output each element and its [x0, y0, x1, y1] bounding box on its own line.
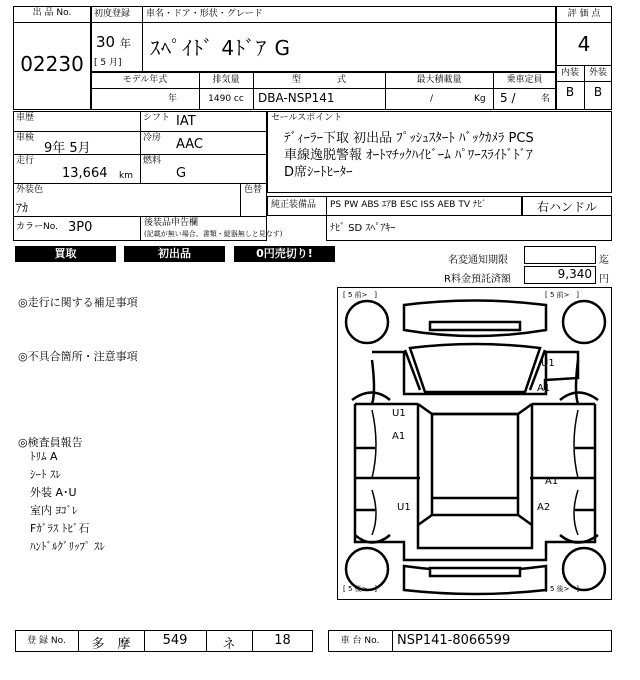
- mileage-value: 13,664: [62, 166, 108, 181]
- tire-bracket: ]: [576, 291, 579, 299]
- capacity-unit: 名: [541, 94, 551, 104]
- wheel-fr: [563, 301, 605, 343]
- wheel-rr: [563, 548, 605, 590]
- driving-notes-label: ◎走行に関する補足事項: [18, 296, 138, 309]
- score-label: 評 価 点: [567, 9, 601, 19]
- tire-label-fr: [ 5 前> ]: [545, 291, 579, 299]
- recycle-label: R料金預託済額: [444, 274, 511, 285]
- sales-point-line-1: ﾃﾞｨｰﾗｰ下取 初出品 ﾌﾟｯｼｭｽﾀｰﾄ ﾊﾞｯｸｶﾒﾗ PCS: [284, 131, 534, 146]
- exterior-label: 外装: [588, 68, 607, 78]
- hood: [410, 344, 540, 392]
- score-value: 4: [577, 32, 591, 56]
- type-label: 型 式: [291, 75, 346, 85]
- tire-label-rr: [ 5 後> ]: [545, 585, 579, 593]
- tire-bracket: ]: [374, 291, 377, 299]
- sales-points-label: セールスポイント: [271, 113, 343, 123]
- tire-bracket: ]: [576, 585, 579, 593]
- defects-label: ◎不具合箇所・注意事項: [18, 350, 138, 363]
- aftermarket-label: 後装品申告欄: [144, 218, 199, 228]
- color-no-label: カラーNo.: [16, 222, 58, 232]
- recycle-unit: 円: [599, 274, 609, 285]
- name-change-unit: 迄: [599, 255, 609, 266]
- fuel-label: 燃料: [143, 156, 162, 166]
- max-load-label: 最大積載量: [416, 75, 462, 85]
- handle-value: 右ハンドル: [536, 200, 597, 214]
- displacement-value: 1490 cc: [208, 94, 244, 104]
- ac-label: 冷房: [143, 133, 162, 143]
- side-right: [578, 404, 595, 542]
- ext-color-value: ｱｶ: [16, 201, 29, 215]
- lot-number: 02230: [20, 52, 84, 76]
- reg-kana: ネ: [222, 637, 236, 652]
- model-name-label: 車名・ドア・形状・グレード: [146, 9, 263, 19]
- model-name: ｽﾍﾟｲﾄﾞ 4ﾄﾞｱ G: [150, 36, 291, 60]
- badge-zero-yen: 0円売切り!: [234, 246, 335, 262]
- aftermarket-note: (記載が無い場合、書類・縦器無しと見なす): [144, 230, 283, 238]
- chassis-value: NSP141-8066599: [397, 633, 511, 648]
- capacity-value: 5 /: [500, 91, 516, 105]
- fuel-value: G: [176, 166, 187, 181]
- ext-color-label: 外装色: [16, 185, 44, 195]
- recycle-value: 9,340: [557, 267, 592, 281]
- fender-fl: [372, 360, 374, 404]
- model-year-value: 年: [167, 94, 177, 104]
- capacity-label: 乗車定員: [506, 75, 543, 85]
- rear-plate: [430, 568, 520, 576]
- damage-mark-u1-front-right: U1: [541, 358, 555, 369]
- color-change-label: 色替: [244, 185, 263, 195]
- inspector-item: 外装 A･U: [30, 486, 77, 499]
- model-year-label: モデル年式: [122, 75, 168, 85]
- inspector-item: ﾄﾘﾑ A: [30, 450, 58, 463]
- max-load-unit: Kg: [474, 94, 486, 104]
- inspector-item: ｼｰﾄ ｽﾚ: [30, 468, 61, 481]
- shift-label: シフト: [143, 113, 171, 123]
- shift-value: IAT: [176, 114, 196, 129]
- reg-area: 多 摩: [91, 637, 131, 652]
- tire-depth: [ 5: [343, 291, 355, 299]
- tire-depth: [ 5: [545, 585, 557, 593]
- chassis-label: 車 台 No.: [340, 636, 380, 646]
- genuine-label: 純正装備品: [271, 200, 317, 210]
- roof: [432, 414, 518, 498]
- exterior-grade: B: [593, 85, 603, 99]
- lot-label: 出 品 No.: [32, 8, 72, 18]
- tire-depth: [ 5: [545, 291, 557, 299]
- interior-label: 内装: [560, 68, 579, 78]
- type-value: DBA-NSP141: [258, 91, 335, 105]
- genuine-value: PS PW ABS ｴｱB ESC ISS AEB TV ﾅﾋﾞ: [330, 200, 487, 210]
- sales-point-line-2: 車線逸脱警報 ｵｰﾄﾏﾁｯｸﾊｲﾋﾞｰﾑ ﾊﾟﾜｰｽﾗｲﾄﾞﾄﾞｱ: [284, 148, 533, 163]
- inspector-item: Fｶﾞﾗｽ ﾄﾋﾞ石: [30, 522, 90, 535]
- rear-window: [418, 515, 532, 525]
- front-grille: [430, 322, 520, 330]
- inspection-value: 9年 5月: [44, 141, 91, 156]
- damage-mark-u1-left-rear: U1: [397, 502, 411, 513]
- damage-mark-a2-right-rear: A2: [537, 502, 551, 513]
- name-change-label: 名変通知期限: [448, 255, 508, 266]
- rear-body: [372, 542, 578, 560]
- windshield: [418, 404, 532, 414]
- badge-first-listing: 初出品: [124, 246, 225, 262]
- wheel-rl: [346, 548, 388, 590]
- fender-fr: [576, 360, 578, 404]
- interior-grade: B: [565, 85, 575, 99]
- inspector-label: ◎検査員報告: [18, 436, 83, 449]
- year-unit: 年: [119, 37, 131, 50]
- chassis-div: [392, 630, 393, 652]
- reg-number: 18: [274, 633, 291, 648]
- inspector-item: 室内 ﾖｺﾞﾚ: [30, 504, 78, 517]
- mileage-unit: km: [119, 171, 133, 181]
- damage-mark-a1-front-right: A1: [537, 383, 551, 394]
- badge-kaitori: 買取: [15, 246, 116, 262]
- sales-point-line-3: D席ｼｰﾄﾋｰﾀｰ: [284, 165, 353, 180]
- inspector-item: ﾊﾝﾄﾞﾙｸﾞﾘｯﾌﾟ ｽﾚ: [30, 540, 105, 553]
- ac-value: AAC: [176, 137, 203, 152]
- tire-bracket: ]: [374, 585, 377, 593]
- reg-label: 登 録 No.: [27, 636, 66, 646]
- tire-label-rl: [ 5 後> ]: [343, 585, 377, 593]
- damage-mark-a1-left-front: A1: [392, 431, 406, 442]
- tire-label-fl: [ 5 前> ]: [343, 291, 377, 299]
- options-value: ﾅﾋﾞ SD ｽﾍﾟｱｷｰ: [330, 223, 396, 234]
- first-reg-month: [ 5 月]: [94, 58, 122, 68]
- year-value: 30: [96, 33, 116, 51]
- side-left: [355, 404, 372, 542]
- wheel-fl: [346, 301, 388, 343]
- mileage-label: 走行: [16, 156, 35, 166]
- displacement-label: 排気量: [212, 75, 240, 85]
- inspection-label: 車検: [16, 133, 35, 143]
- tire-depth: [ 5: [343, 585, 355, 593]
- damage-mark-a1-right-side: A1: [545, 476, 559, 487]
- history-label: 車歴: [16, 113, 35, 123]
- first-reg-label: 初度登録: [94, 9, 131, 19]
- color-no-value: 3P0: [68, 220, 93, 235]
- damage-mark-u1-left-front: U1: [392, 408, 406, 419]
- reg-class: 549: [162, 633, 188, 648]
- max-load-value: /: [430, 94, 434, 104]
